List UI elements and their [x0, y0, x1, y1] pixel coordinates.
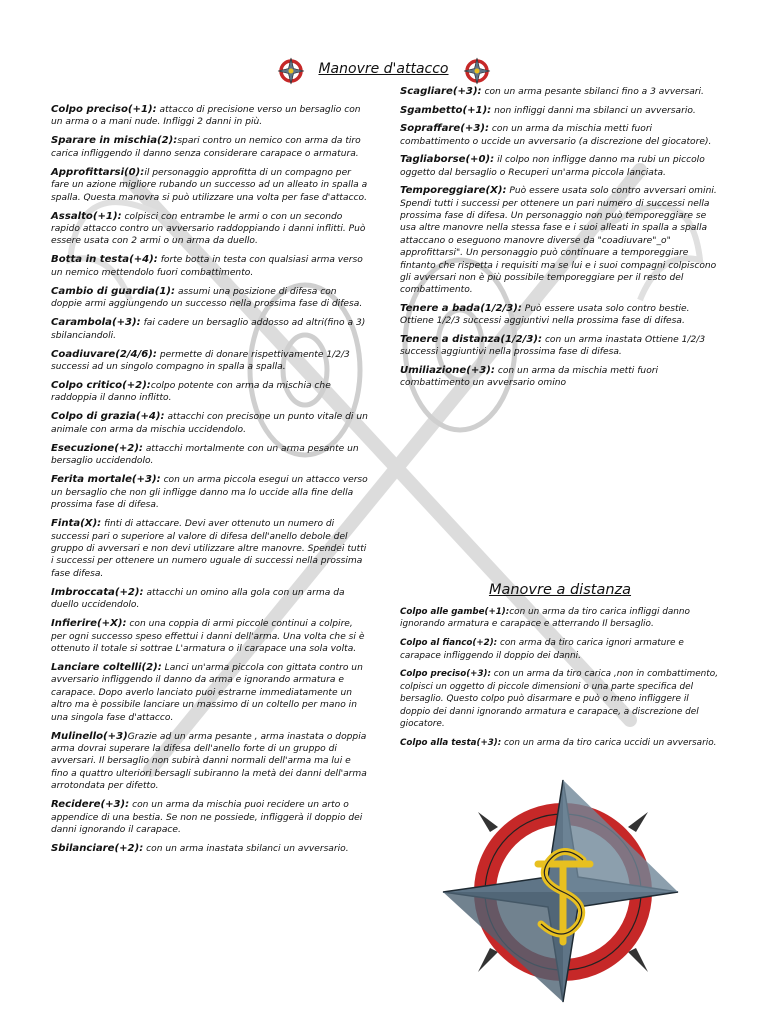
maneuver-entry [51, 254, 369, 279]
maneuver-entry [51, 518, 369, 580]
maneuver-description: il colpo non infligge danno ma rubi un piccolo oggetto dal bersaglio o Recuperi un'arma piccola lanciata. [400, 155, 705, 178]
maneuver-description: con un arma inastata Ottiene 1/2/3 successi aggiuntivi nella prossima fase di difesa. [400, 335, 706, 358]
maneuver-name: Colpo preciso(+1): [51, 104, 157, 115]
maneuver-description: colpo potente con arma da mischia che raddoppia il danno inflitto. [51, 381, 331, 404]
maneuver-name: Colpo al fianco(+2): [400, 638, 498, 649]
maneuver-name: Colpo alle gambe(+1): [400, 607, 510, 617]
maneuver-description: assumi una posizione di difesa con doppie armi aggiungendo un successo nella prossima fase di difesa. [51, 286, 363, 310]
maneuver-name: Tenere a bada(1/2/3): [400, 303, 522, 315]
maneuver-description: con un arma da mischia metti fuori combattimento o uccide un avversario (a discrezione del giocatore). [400, 124, 712, 147]
maneuver-name: Finta(X): [51, 518, 102, 530]
maneuver-description: attacchi un omino alla gola con un arma da duello uccidendolo. [51, 587, 345, 611]
maneuver-entry [51, 587, 369, 612]
maneuver-name: Colpo critico(+2): [51, 380, 151, 392]
maneuver-name: Lanciare coltelli(2): [51, 661, 162, 673]
maneuver-entry [400, 365, 720, 390]
maneuver-name: Approfittarsi(0): [51, 166, 145, 178]
maneuver-name: Scagliare(+3): [400, 86, 482, 97]
maneuver-name: Infierire(+X): [51, 618, 127, 630]
maneuver-description: attacchi con precisone un punto vitale di un animale con arma da mischia uccidendolo. [51, 412, 368, 435]
maneuver-description: permette di donare rispettivamente 1/2/3 successi ad un singolo compagno in spalla a spalla. [51, 349, 350, 373]
maneuver-entry [400, 154, 720, 179]
left-maneuver-list [51, 104, 369, 862]
maneuver-description: Lanci un'arma piccola con gittata contro un avversario infliggendo il danno da arma e ignorando armatura e carapace. Dopo averlo lanciato puoi estrarne immediatamente un altro ma è possibile lanciare un massimo di un coltello per mano in una singola fase d'attacco. [51, 662, 363, 723]
maneuver-description: fai cadere un bersaglio addosso ad altri(fino a 3) sbilanciandoli. [51, 318, 366, 341]
maneuver-description: Può essere usata solo contro avversari omini. Spendi tutti i successi per ottenere un pari numero di successi nella prossima fase di difesa. Un personaggio non può temporeggiare se usa altre manovre nella stessa fase e i suoi alleati in spalla a spalla attaccano o eseguono manovre diverse da "coadiuvare"_o" approfittarsi". Un personaggio può continuare a temporeggiare fintanto che rispetta i requisiti ma se lui e i suoi compagni colpiscono gli avversari non è più possibile temporeggiare per il resto del combattimento. [400, 186, 717, 296]
maneuver-entry [51, 731, 369, 793]
maneuver-name: Temporeggiare(X): [400, 185, 507, 197]
maneuver-description: con un arma da tiro carica ,non in combattimento, colpisci un oggetto di piccole dimensioni o una parte specifica del bersaglio. Questo colpo può disarmare e può o meno infliggere il doppio dei danni ignorando armatura e carapace, a discrezione del giocatore. [400, 669, 719, 730]
maneuver-entry [400, 668, 720, 730]
maneuver-name: Sparare in mischia(2): [51, 135, 178, 147]
compass-emblem-icon [463, 57, 491, 85]
maneuver-name: Coadiuvare(2/4/6): [51, 348, 157, 360]
maneuver-entry [400, 737, 720, 749]
maneuver-name: Tagliaborse(+0): [400, 154, 495, 166]
maneuver-description: il personaggio approfitta di un compagno per fare un azione migliore rubando un successo ad un alleato in spalla a spalla. Questa manovra si può utilizzare una volta per fase d'attacco. [51, 167, 368, 203]
maneuver-description: colpisci con entrambe le armi o con un secondo rapido attacco contro un avversario raddoppiando i danni inflitti. Può essere usata con 2 armi o un arma da duello. [51, 211, 366, 247]
maneuver-name: Colpo di grazia(+4): [51, 411, 165, 423]
maneuver-entry [51, 380, 369, 405]
maneuver-entry [51, 317, 369, 342]
distance-maneuvers-title: Manovre a distanza [488, 582, 632, 598]
maneuver-description: Grazie ad un arma pesante , arma inastata o doppia arma dovrai superare la difesa dell'anello forte di un gruppo di avversari. Il bersaglio non subirà danni normali dell'arma ma lui e fino a quattro ulteriori bersagli subiranno la metà dei danni dell'arma arrotondata per difetto. [51, 731, 367, 792]
maneuver-description: finti di attaccare. Devi aver ottenuto un numero di successi pari o superiore al valore di difesa dell'anello debole del gruppo di avversari e non devi utilizzare altre manovre. Spendei tutti i successi per ottenere un numero uguale di successi nella prossima fase difesa. [51, 519, 367, 579]
maneuver-entry [51, 618, 369, 655]
maneuver-entry [51, 104, 369, 129]
maneuver-description: con un arma pesante sbilanci fino a 3 avversari. [481, 87, 704, 97]
maneuver-entry [51, 443, 369, 468]
maneuver-entry [51, 167, 369, 204]
maneuver-name: Carambola(+3): [51, 317, 141, 329]
maneuver-description: Può essere usata solo contro bestie. Ottiene 1/2/3 successi aggiuntivi nella prossima fase di difesa. [400, 304, 690, 327]
maneuver-name: Colpo alla testa(+3): [400, 737, 502, 748]
maneuver-name: Imbroccata(+2): [51, 586, 144, 598]
maneuver-name: Ferita mortale(+3): [51, 474, 161, 486]
maneuver-entry [400, 606, 720, 631]
maneuver-entry [400, 86, 720, 98]
maneuver-entry [51, 211, 369, 248]
maneuver-name: Botta in testa(+4): [51, 254, 158, 266]
maneuver-description: attacco di precisione verso un bersaglio con un arma o a mani nude. Infliggi 2 danni in più. [51, 105, 361, 128]
maneuver-name: Mulinello(+3) [51, 730, 128, 742]
maneuver-description: con un arma da tiro carica infliggi danno ignorando armatura e carapace e atterrando Il bersaglio. [400, 607, 690, 630]
maneuver-entry [51, 286, 369, 311]
maneuver-entry [51, 411, 369, 436]
maneuver-name: Tenere a distanza(1/2/3): [400, 334, 543, 346]
maneuver-description: con un arma piccola esegui un attacco verso un bersaglio che non gli infligge danno ma lo uccide alla fine della prossima fase di difesa. [51, 475, 368, 511]
maneuver-entry [400, 105, 720, 117]
maneuver-description: con un arma da mischia metti fuori combattimento un avversario omino [400, 366, 659, 389]
maneuver-description: con arma da tiro carica ignori armature e carapace infliggendo il doppio dei danni. [400, 638, 684, 661]
maneuver-entry [400, 123, 720, 148]
attack-maneuvers-title: Manovre d'attacco [318, 61, 449, 77]
maneuver-entry [51, 474, 369, 511]
maneuver-name: Esecuzione(+2): [51, 442, 143, 454]
maneuver-name: Umiliazione(+3): [400, 365, 495, 377]
maneuver-name: Assalto(+1): [51, 210, 122, 222]
maneuver-entry [51, 135, 369, 160]
maneuver-description: non infliggi danni ma sbilanci un avversario. [491, 105, 696, 116]
right-maneuver-list [400, 86, 720, 396]
maneuver-name: Sopraffare(+3): [400, 123, 490, 135]
maneuver-description: forte botta in testa con qualsiasi arma verso un nemico mettendolo fuori combattimento. [51, 255, 363, 278]
maneuver-name: Cambio di guardia(1): [51, 285, 176, 297]
distance-maneuver-list [400, 606, 720, 756]
maneuver-entry [51, 662, 369, 724]
maneuver-entry [400, 185, 720, 297]
maneuver-entry [400, 334, 720, 359]
maneuver-description: con un arma inastata sbilanci un avversario. [143, 844, 349, 854]
maneuver-entry [51, 843, 369, 855]
maneuver-description: spari contro un nemico con arma da tiro carica infliggendo il danno senza considerare carapace o armatura. [51, 136, 361, 159]
maneuver-entry [400, 303, 720, 328]
maneuver-name: Colpo preciso(+3): [400, 669, 491, 680]
compass-logo-icon [438, 772, 688, 1008]
compass-emblem-icon [277, 57, 305, 85]
maneuver-name: Sgambetto(+1): [400, 104, 492, 116]
maneuver-description: con un arma da tiro carica uccidi un avversario. [501, 737, 717, 748]
maneuver-entry [51, 799, 369, 836]
maneuver-name: Recidere(+3): [51, 799, 130, 811]
maneuver-name: Sbilanciare(+2): [51, 843, 144, 854]
maneuver-description: attacchi mortalmente con un arma pesante un bersaglio uccidendolo. [51, 443, 359, 467]
maneuver-description: con un arma da mischia puoi recidere un arto o appendice di una bestia. Se non ne possiede, infliggerà il doppio dei danni ignorando il carapace. [51, 800, 363, 835]
maneuver-entry [51, 349, 369, 374]
maneuver-entry [400, 637, 720, 662]
maneuver-description: con una coppia di armi piccole continui a colpire, per ogni successo speso effettui i danni dell'arma. Una volta che si è ottenuto il totale si sottrae L'armatura o il carapace una sola volta. [51, 619, 365, 654]
